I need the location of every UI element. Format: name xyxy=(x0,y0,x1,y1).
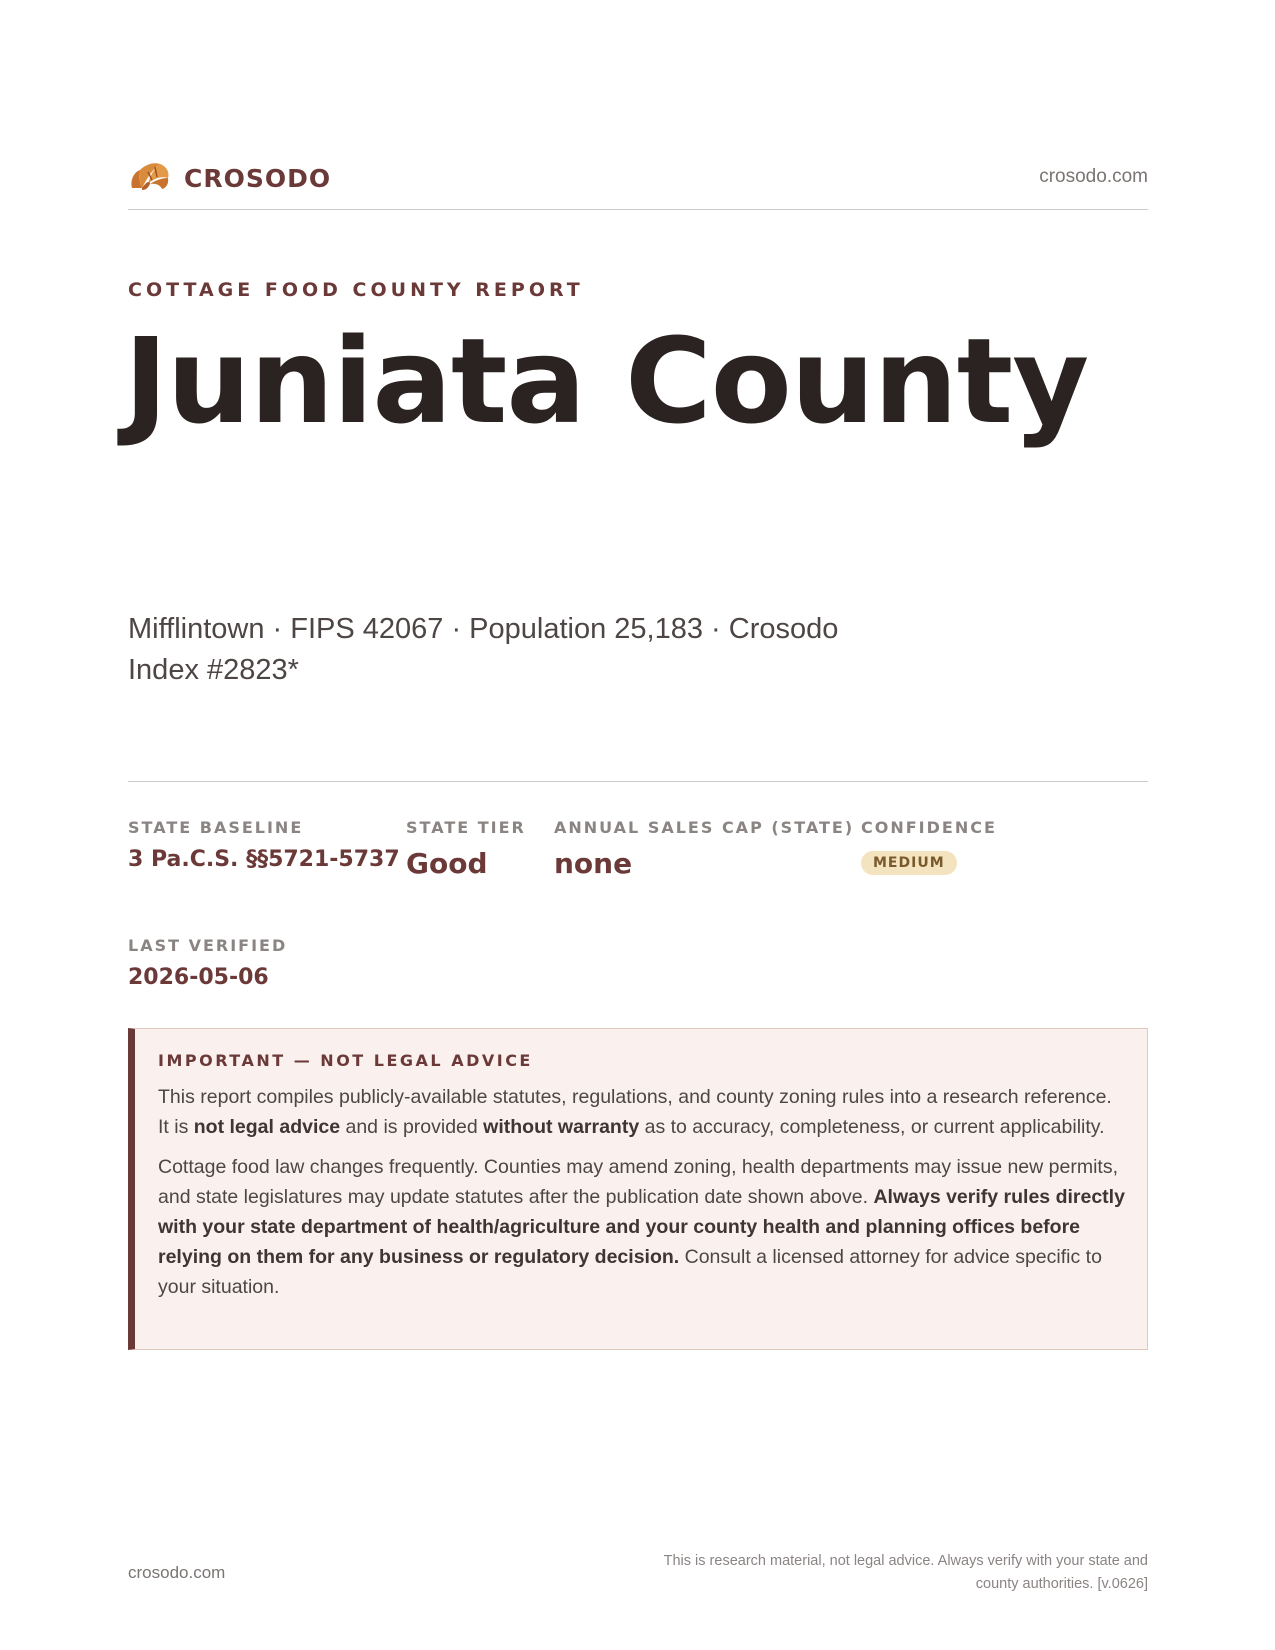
brand-name: CROSODO xyxy=(184,163,332,193)
brand[interactable] xyxy=(128,158,331,198)
notice-paragraph xyxy=(158,1082,1125,1142)
fact-value: 2026-05-06 xyxy=(128,965,269,990)
fact-label: STATE BASELINE xyxy=(128,818,304,837)
notice-emphasis: not legal advice xyxy=(193,1116,341,1138)
facts-divider xyxy=(128,781,1148,782)
header-divider xyxy=(128,209,1148,210)
county-title: Juniata County xyxy=(124,312,1089,450)
fact-annual-sales-cap xyxy=(554,818,854,880)
fact-state-baseline xyxy=(128,818,400,872)
fact-state-tier xyxy=(406,818,526,880)
notice-text: Cottage food law changes frequently. Counties may amend zoning, health departments may issue new permits, and state legislatures may update statutes after the publication date shown above. xyxy=(158,1156,1118,1208)
fact-label: STATE TIER xyxy=(406,818,526,837)
footer-disclaimer: This is research material, not legal advice. Always verify with your state and county authorities. [v.0626] xyxy=(663,1553,1148,1592)
report-eyebrow: COTTAGE FOOD COUNTY REPORT xyxy=(128,279,584,301)
croissant-icon xyxy=(128,158,172,198)
fact-confidence xyxy=(861,818,997,875)
notice-emphasis: without warranty xyxy=(483,1116,640,1138)
legal-notice xyxy=(128,1028,1148,1350)
fact-value: 3 Pa.C.S. §§5721-5737 xyxy=(128,847,400,872)
notice-text: as to accuracy, completeness, or current applicability. xyxy=(639,1116,1105,1138)
fact-label: CONFIDENCE xyxy=(861,818,997,837)
site-link[interactable]: crosodo.com xyxy=(1039,166,1148,187)
fact-value: Good xyxy=(406,847,488,880)
footer-site[interactable]: crosodo.com xyxy=(128,1563,226,1582)
fact-value: none xyxy=(554,847,633,880)
fact-label: ANNUAL SALES CAP (STATE) xyxy=(554,818,855,837)
notice-text: Consult a licensed attorney for advice specific to your situation. xyxy=(158,1246,1102,1298)
fact-last-verified xyxy=(128,936,287,990)
page-header xyxy=(128,158,1148,208)
notice-emphasis: Always verify rules directly with your state department of health/agriculture and your county health and planning offices before relying on them for any business or regulatory decision. xyxy=(158,1186,1125,1268)
fact-label: LAST VERIFIED xyxy=(128,936,288,955)
report-page xyxy=(124,0,1148,1650)
notice-paragraph xyxy=(158,1152,1125,1302)
notice-title: IMPORTANT — NOT LEGAL ADVICE xyxy=(158,1051,533,1070)
notice-text: and is provided xyxy=(340,1116,484,1138)
county-subtitle: Mifflintown · FIPS 42067 · Population 25,183 · Crosodo Index #2823* xyxy=(128,613,839,686)
notice-text: This report compiles publicly-available statutes, regulations, and county zoning rules into a research reference. It is xyxy=(158,1086,1112,1138)
confidence-badge: MEDIUM xyxy=(861,851,957,875)
